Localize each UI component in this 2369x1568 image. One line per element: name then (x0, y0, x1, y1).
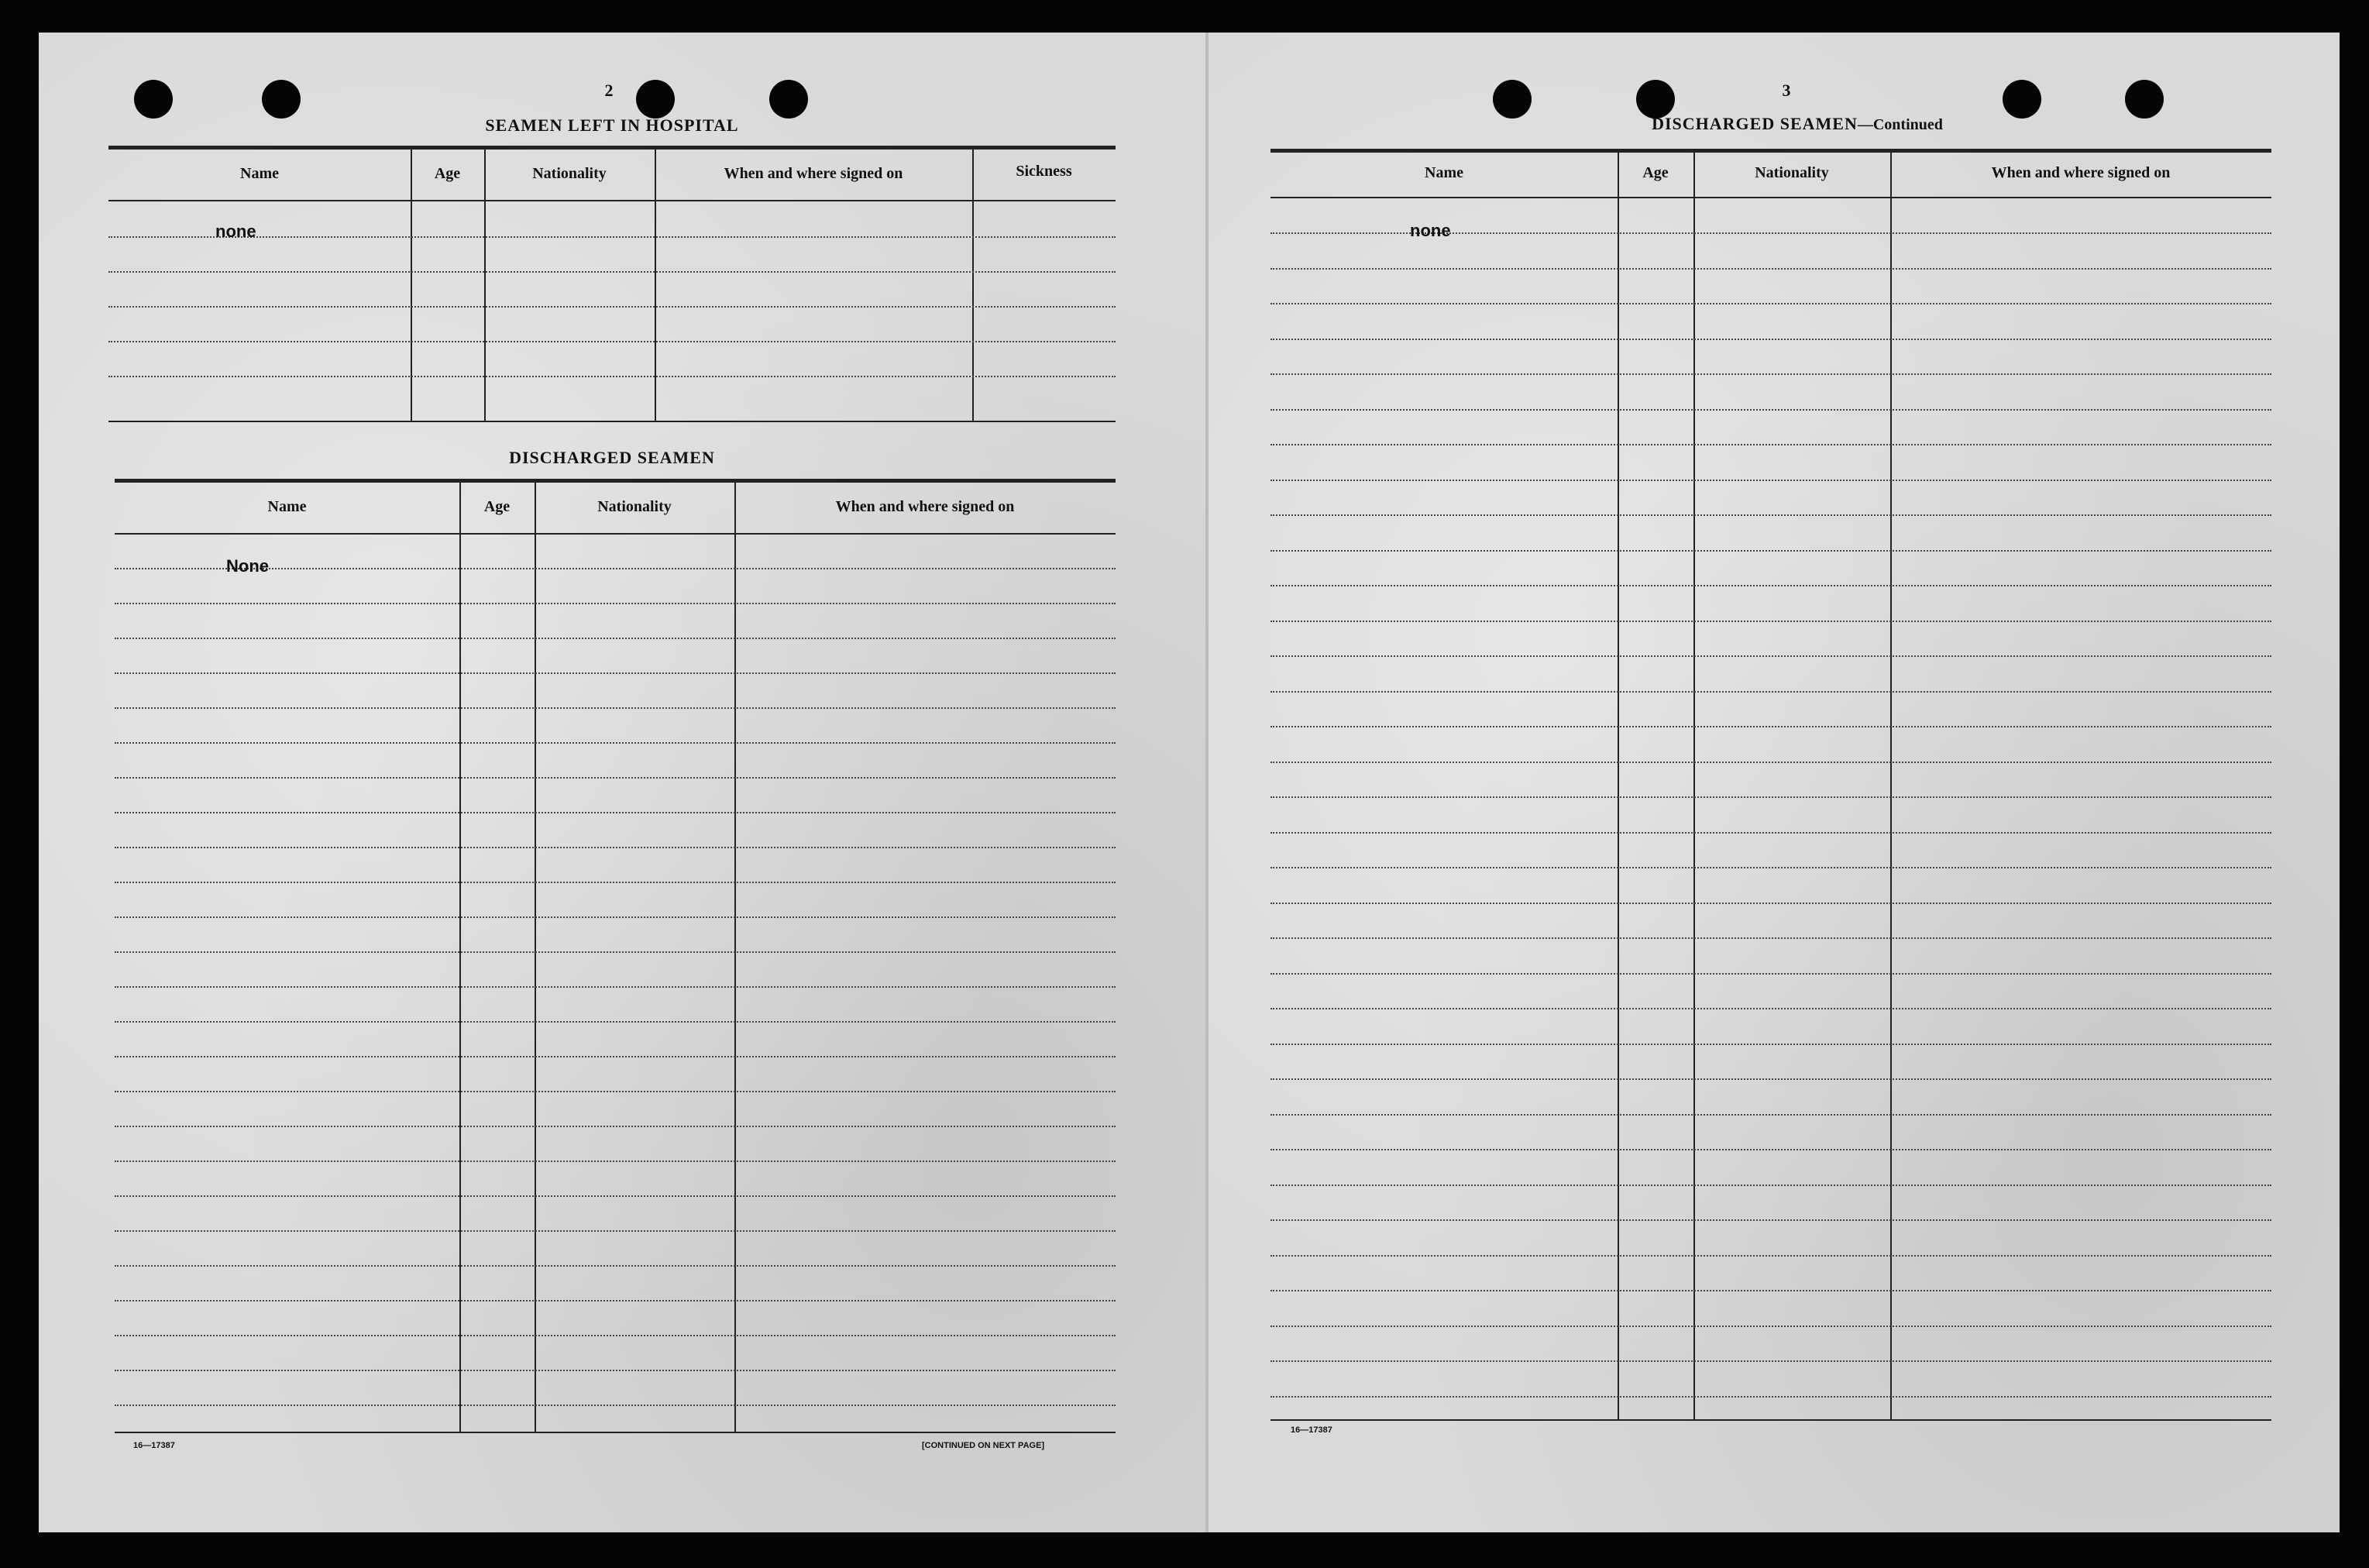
page-fold (1205, 33, 1209, 1532)
ruled-line (1270, 903, 2271, 904)
continued-note: [CONTINUED ON NEXT PAGE] (922, 1441, 1045, 1450)
ruled-line (1270, 444, 2271, 445)
ruled-line (115, 707, 1116, 709)
ruled-line (115, 1230, 1116, 1232)
column-header-age: Age (1642, 164, 1669, 181)
ruled-line (1270, 339, 2271, 340)
ruled-line (1270, 373, 2271, 375)
ruled-line (1270, 762, 2271, 763)
ruled-line (115, 1370, 1116, 1371)
column-header-name: Name (1425, 164, 1463, 181)
discharged-continued-table (1270, 149, 2271, 1421)
punch-hole (262, 80, 301, 119)
ruled-line (1270, 1396, 2271, 1398)
ruled-line (1270, 691, 2271, 693)
ruled-line (1270, 268, 2271, 270)
ruled-line (115, 916, 1116, 918)
ruled-line (1270, 937, 2271, 939)
hospital-section-title: SEAMEN LEFT IN HOSPITAL (485, 115, 739, 135)
ruled-line (1270, 1149, 2271, 1150)
ruled-line (115, 1091, 1116, 1092)
discharged-table (115, 479, 1116, 1433)
ruled-line (1270, 514, 2271, 516)
ruled-line (1270, 1290, 2271, 1291)
ruled-line (115, 1265, 1116, 1267)
ruled-line (115, 812, 1116, 813)
ruled-line (1270, 409, 2271, 411)
form-number: 16—17387 (133, 1441, 175, 1450)
ruled-line (115, 672, 1116, 674)
column-header-nationality: Nationality (532, 165, 607, 182)
ruled-line (1270, 867, 2271, 868)
ruled-line (115, 777, 1116, 779)
ruled-line (115, 1126, 1116, 1127)
column-header-age: Age (483, 498, 511, 515)
ruled-line (1270, 1219, 2271, 1221)
hospital-table (108, 146, 1116, 425)
ruled-line (1270, 585, 2271, 586)
ruled-line (1270, 1008, 2271, 1009)
column-header-signed-on: When and where signed on (835, 498, 1015, 515)
column-header-sickness: Sickness (1016, 163, 1072, 180)
ruled-line (115, 847, 1116, 848)
ruled-line (115, 1195, 1116, 1197)
ruled-line (1270, 1255, 2271, 1257)
ruled-line (1270, 1185, 2271, 1186)
punch-hole (2003, 80, 2041, 119)
ruled-line (115, 1335, 1116, 1336)
form-number: 16—17387 (1291, 1425, 1332, 1435)
ruled-line (1270, 796, 2271, 798)
ruled-line (1270, 1360, 2271, 1362)
punch-hole (1636, 80, 1675, 119)
punch-hole (1493, 80, 1532, 119)
ruled-line (1270, 1078, 2271, 1080)
column-header-signed-on: When and where signed on (1991, 164, 2171, 181)
punch-hole (769, 80, 808, 119)
ruled-line (115, 986, 1116, 988)
ruled-line (1270, 621, 2271, 622)
ruled-line (1270, 550, 2271, 552)
column-header-age: Age (434, 165, 461, 182)
ruled-line (115, 882, 1116, 883)
ruled-line (1270, 1044, 2271, 1045)
column-header-signed-on: When and where signed on (724, 165, 903, 182)
column-header-nationality: Nationality (597, 498, 672, 515)
hospital-entry: none (215, 222, 256, 241)
ruled-line (115, 951, 1116, 953)
punch-hole (636, 80, 675, 119)
page-number: 2 (604, 81, 614, 100)
ruled-line (115, 1161, 1116, 1162)
ruled-line (115, 1021, 1116, 1023)
ruled-line (115, 603, 1116, 604)
page-number: 3 (1782, 81, 1791, 100)
ruled-line (115, 638, 1116, 639)
discharged-section-title: DISCHARGED SEAMEN (509, 448, 715, 467)
column-header-nationality: Nationality (1755, 164, 1829, 181)
ruled-line (1270, 655, 2271, 657)
discharged-continued-entry: none (1410, 221, 1451, 240)
punch-hole (134, 80, 173, 119)
ruled-line (1270, 1326, 2271, 1327)
ruled-line (115, 742, 1116, 744)
ruled-line (1270, 726, 2271, 727)
discharged-continued-title: DISCHARGED SEAMEN—Continued (1652, 114, 1943, 133)
ruled-line (115, 1405, 1116, 1406)
ruled-line (1270, 480, 2271, 481)
ruled-line (1270, 303, 2271, 304)
column-header-name: Name (240, 165, 279, 182)
discharged-entry: None (226, 556, 269, 576)
ruled-line (115, 1056, 1116, 1057)
ruled-line (1270, 973, 2271, 975)
ruled-line (115, 1300, 1116, 1302)
punch-hole (2125, 80, 2164, 119)
ruled-line (1270, 1114, 2271, 1116)
column-header-name: Name (267, 498, 307, 515)
ruled-line (1270, 832, 2271, 834)
